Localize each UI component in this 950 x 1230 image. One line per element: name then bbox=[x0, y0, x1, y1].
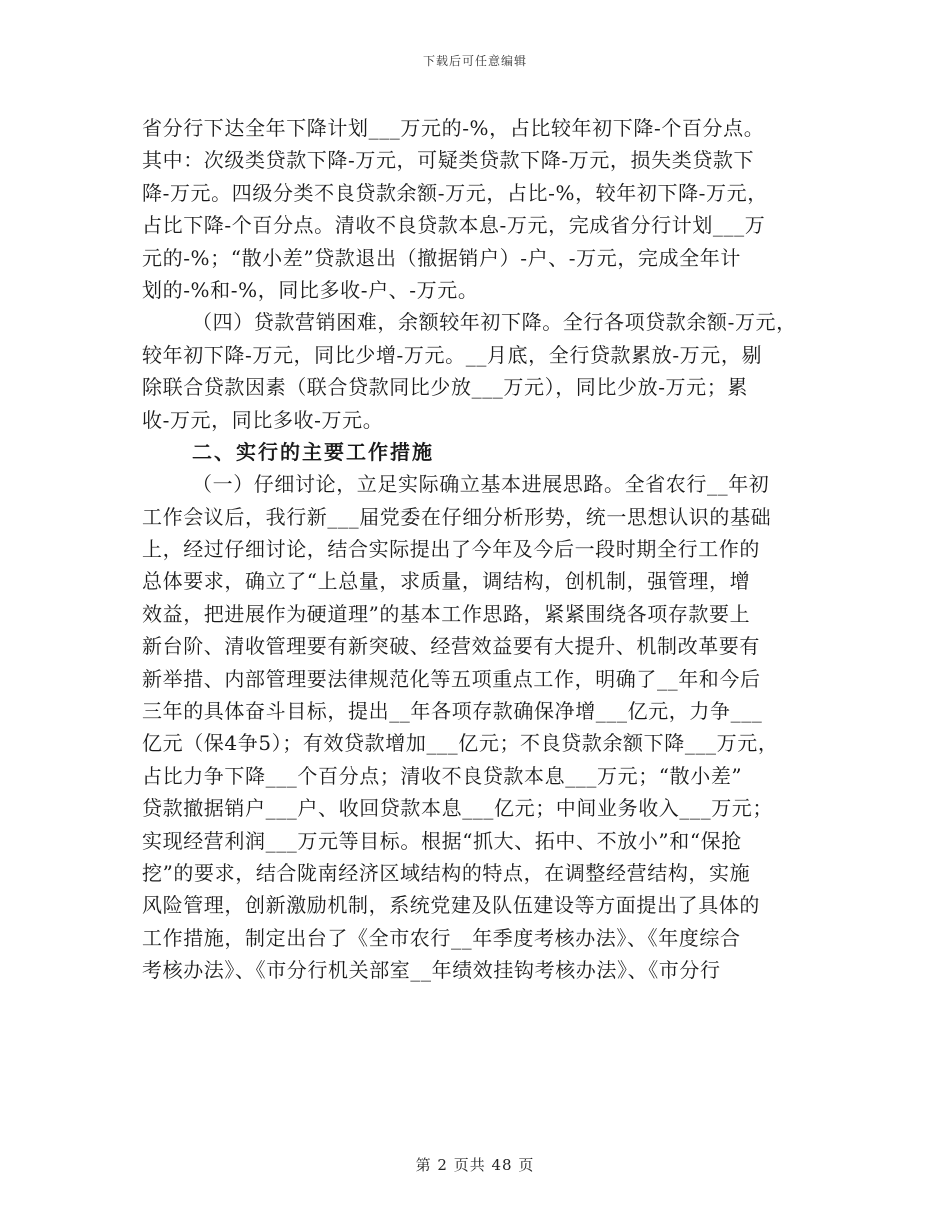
document-body bbox=[142, 112, 822, 987]
paragraph-line: 三年的具体奋斗目标，提出__年各项存款确保净增___亿元，力争___ bbox=[142, 699, 763, 724]
paragraph-line: 工作措施，制定出台了《全市农行__年季度考核办法》、《年度综合 bbox=[142, 925, 741, 950]
paragraph-line: （一）仔细讨论，立足实际确立基本进展思路。全省农行__年初 bbox=[192, 472, 770, 497]
paragraph-line: 其中：次级类贷款下降-万元，可疑类贷款下降-万元，损失类贷款下 bbox=[142, 148, 755, 173]
paragraph-line: 效益，把进展作为硬道理”的基本工作思路，紧紧围绕各项存款要上 bbox=[142, 601, 751, 626]
paragraph-line: 除联合贷款因素（联合贷款同比少放___万元），同比少放-万元；累 bbox=[142, 375, 748, 400]
paragraph-line: 实现经营利润___万元等目标。根据“抓大、拓中、不放小”和“保抢 bbox=[142, 828, 742, 853]
paragraph-line: 贷款撤据销户___户、收回贷款本息___亿元；中间业务收入___万元； bbox=[142, 796, 773, 821]
paragraph-line: 上，经过仔细讨论，结合实际提出了今年及今后一段时期全行工作的 bbox=[142, 537, 760, 562]
paragraph-line: 划的-%和-%，同比多收-户、-万元。 bbox=[142, 277, 479, 302]
section-heading: 二、实行的主要工作措施 bbox=[192, 439, 434, 464]
paragraph-line: 省分行下达全年下降计划___万元的-%，占比较年初下降-个百分点。 bbox=[142, 116, 765, 140]
paragraph-line: 较年初下降-万元，同比少增-万元。__月底，全行贷款累放-万元，剔 bbox=[142, 342, 763, 367]
paragraph-line: 新台阶、清收管理要有新突破、经营效益要有大提升、机制改革要有 bbox=[142, 634, 760, 659]
paragraph-line: （四）贷款营销困难，余额较年初下降。全行各项贷款余额-万元， bbox=[192, 310, 797, 335]
paragraph-line: 风险管理，创新激励机制，系统党建及队伍建设等方面提出了具体的 bbox=[142, 893, 760, 918]
paragraph-line: 总体要求，确立了“上总量，求质量，调结构，创机制，强管理，增 bbox=[142, 569, 751, 594]
page-header: 下载后可任意编辑 bbox=[422, 54, 527, 68]
paragraph-line: 新举措、内部管理要法律规范化等五项重点工作，明确了__年和今后 bbox=[142, 666, 761, 691]
paragraph-line: 考核办法》、《市分行机关部室__年绩效挂钩考核办法》、《市分行 bbox=[142, 958, 721, 983]
page-number: 第 2 页共 48 页 bbox=[415, 1156, 535, 1174]
paragraph-line: 挖”的要求，结合陇南经济区域结构的特点，在调整经营结构，实施 bbox=[142, 860, 751, 885]
paragraph-line: 占比力争下降___个百分点；清收不良贷款本息___万元；“散小差” bbox=[142, 763, 743, 788]
paragraph-line: 收-万元，同比多收-万元。 bbox=[142, 407, 384, 432]
paragraph-line: 亿元（保4争5）；有效贷款增加___亿元；不良贷款余额下降___万元， bbox=[142, 731, 779, 756]
paragraph-line: 占比下降-个百分点。清收不良贷款本息-万元，完成省分行计划___万 bbox=[142, 213, 766, 238]
paragraph-line: 工作会议后，我行新___届党委在仔细分析形势，统一思想认识的基础 bbox=[142, 504, 772, 529]
paragraph-line: 元的-%；“散小差”贷款退出（撤据销户）-户、-万元，完成全年计 bbox=[142, 245, 741, 270]
paragraph-line: 降-万元。四级分类不良贷款余额-万元，占比-%，较年初下降-万元， bbox=[142, 180, 768, 205]
